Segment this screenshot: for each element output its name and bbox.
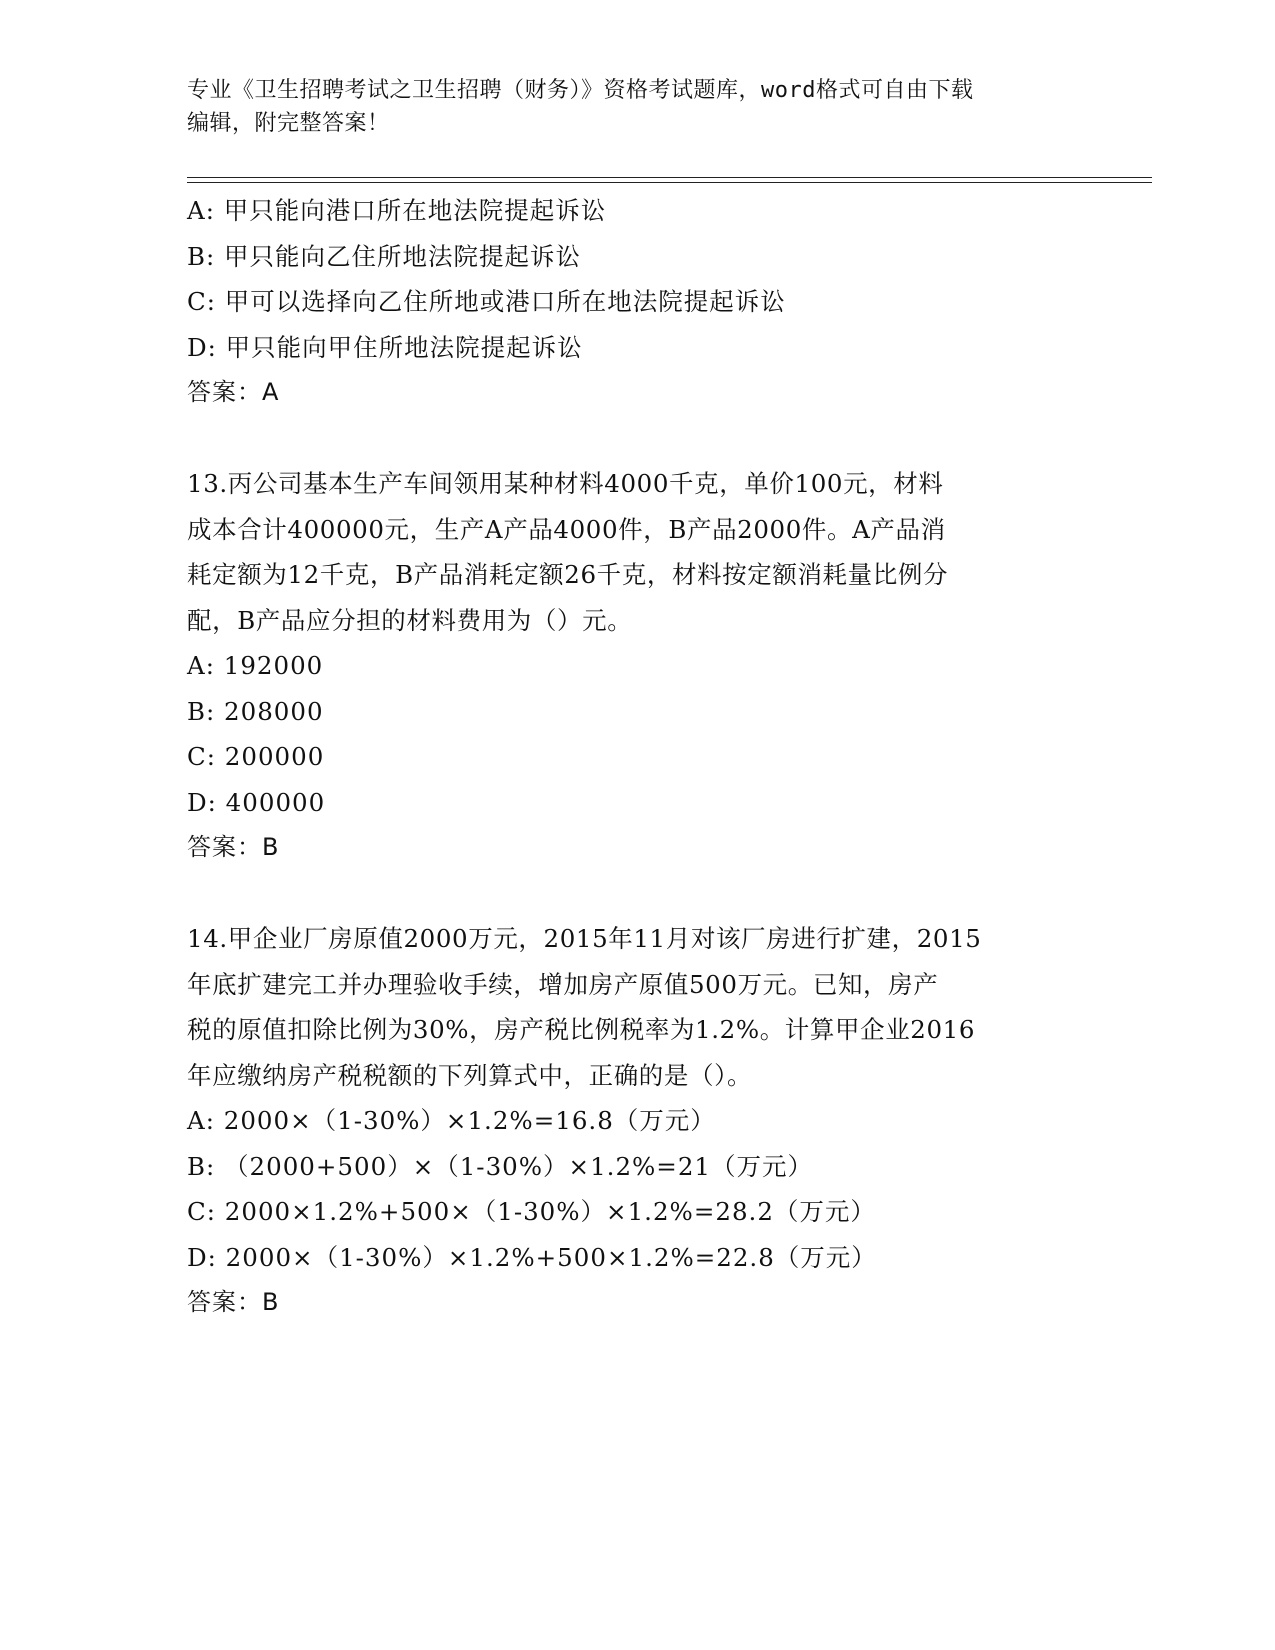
question-stem xyxy=(187,461,1087,643)
option-c: C: 2000×1.2%+500×（1-30%）×1.2%=28.2（万元） xyxy=(187,1197,876,1226)
question-content xyxy=(187,188,1087,1326)
answer: 答案：B xyxy=(187,1288,280,1316)
answer: 答案：B xyxy=(187,833,280,861)
header-line-1: 专业《卫生招聘考试之卫生招聘（财务）》资格考试题库，word格式可自由下载 xyxy=(187,78,974,103)
option-b: B: 甲只能向乙住所地法院提起诉讼 xyxy=(187,241,582,271)
option-d: D: 甲只能向甲住所地法院提起诉讼 xyxy=(187,332,583,362)
stem-line: 14.甲企业厂房原值2000万元，2015年11月对该厂房进行扩建，2015 xyxy=(187,924,982,953)
option-a: A: 192000 xyxy=(187,651,324,680)
stem-line: 配，B产品应分担的材料费用为（）元。 xyxy=(187,605,633,635)
option-d: D: 400000 xyxy=(187,787,326,817)
option-c: C: 甲可以选择向乙住所地或港口所在地法院提起诉讼 xyxy=(187,287,786,316)
header-line-2: 编辑，附完整答案！ xyxy=(187,111,390,136)
header-divider-bottom xyxy=(187,182,1152,183)
document-header xyxy=(187,74,1087,140)
option-a: A: 甲只能向港口所在地法院提起诉讼 xyxy=(187,196,607,225)
stem-line: 13.丙公司基本生产车间领用某种材料4000千克，单价100元，材料 xyxy=(187,469,944,498)
question-12 xyxy=(187,188,1087,416)
stem-line: 税的原值扣除比例为30%，房产税比例税率为1.2%。计算甲企业2016 xyxy=(187,1015,976,1044)
option-c: C: 200000 xyxy=(187,742,325,771)
question-stem xyxy=(187,916,1087,1098)
option-d: D: 2000×（1-30%）×1.2%+500×1.2%=22.8（万元） xyxy=(187,1242,877,1272)
question-13 xyxy=(187,461,1087,871)
spacer xyxy=(187,871,1087,917)
stem-line: 年底扩建完工并办理验收手续，增加房产原值500万元。已知，房产 xyxy=(187,969,939,999)
option-a: A: 2000×（1-30%）×1.2%=16.8（万元） xyxy=(187,1106,716,1135)
answer: 答案：A xyxy=(187,378,280,406)
option-b: B: （2000+500）×（1-30%）×1.2%=21（万元） xyxy=(187,1151,814,1181)
stem-line: 耗定额为12千克，B产品消耗定额26千克，材料按定额消耗量比例分 xyxy=(187,560,949,589)
stem-line: 年应缴纳房产税税额的下列算式中，正确的是（）。 xyxy=(187,1060,753,1090)
question-14 xyxy=(187,916,1087,1326)
option-b: B: 208000 xyxy=(187,696,324,726)
stem-line: 成本合计400000元，生产A产品4000件，B产品2000件。A产品消 xyxy=(187,514,946,544)
spacer xyxy=(187,416,1087,462)
header-divider-top xyxy=(187,177,1152,178)
